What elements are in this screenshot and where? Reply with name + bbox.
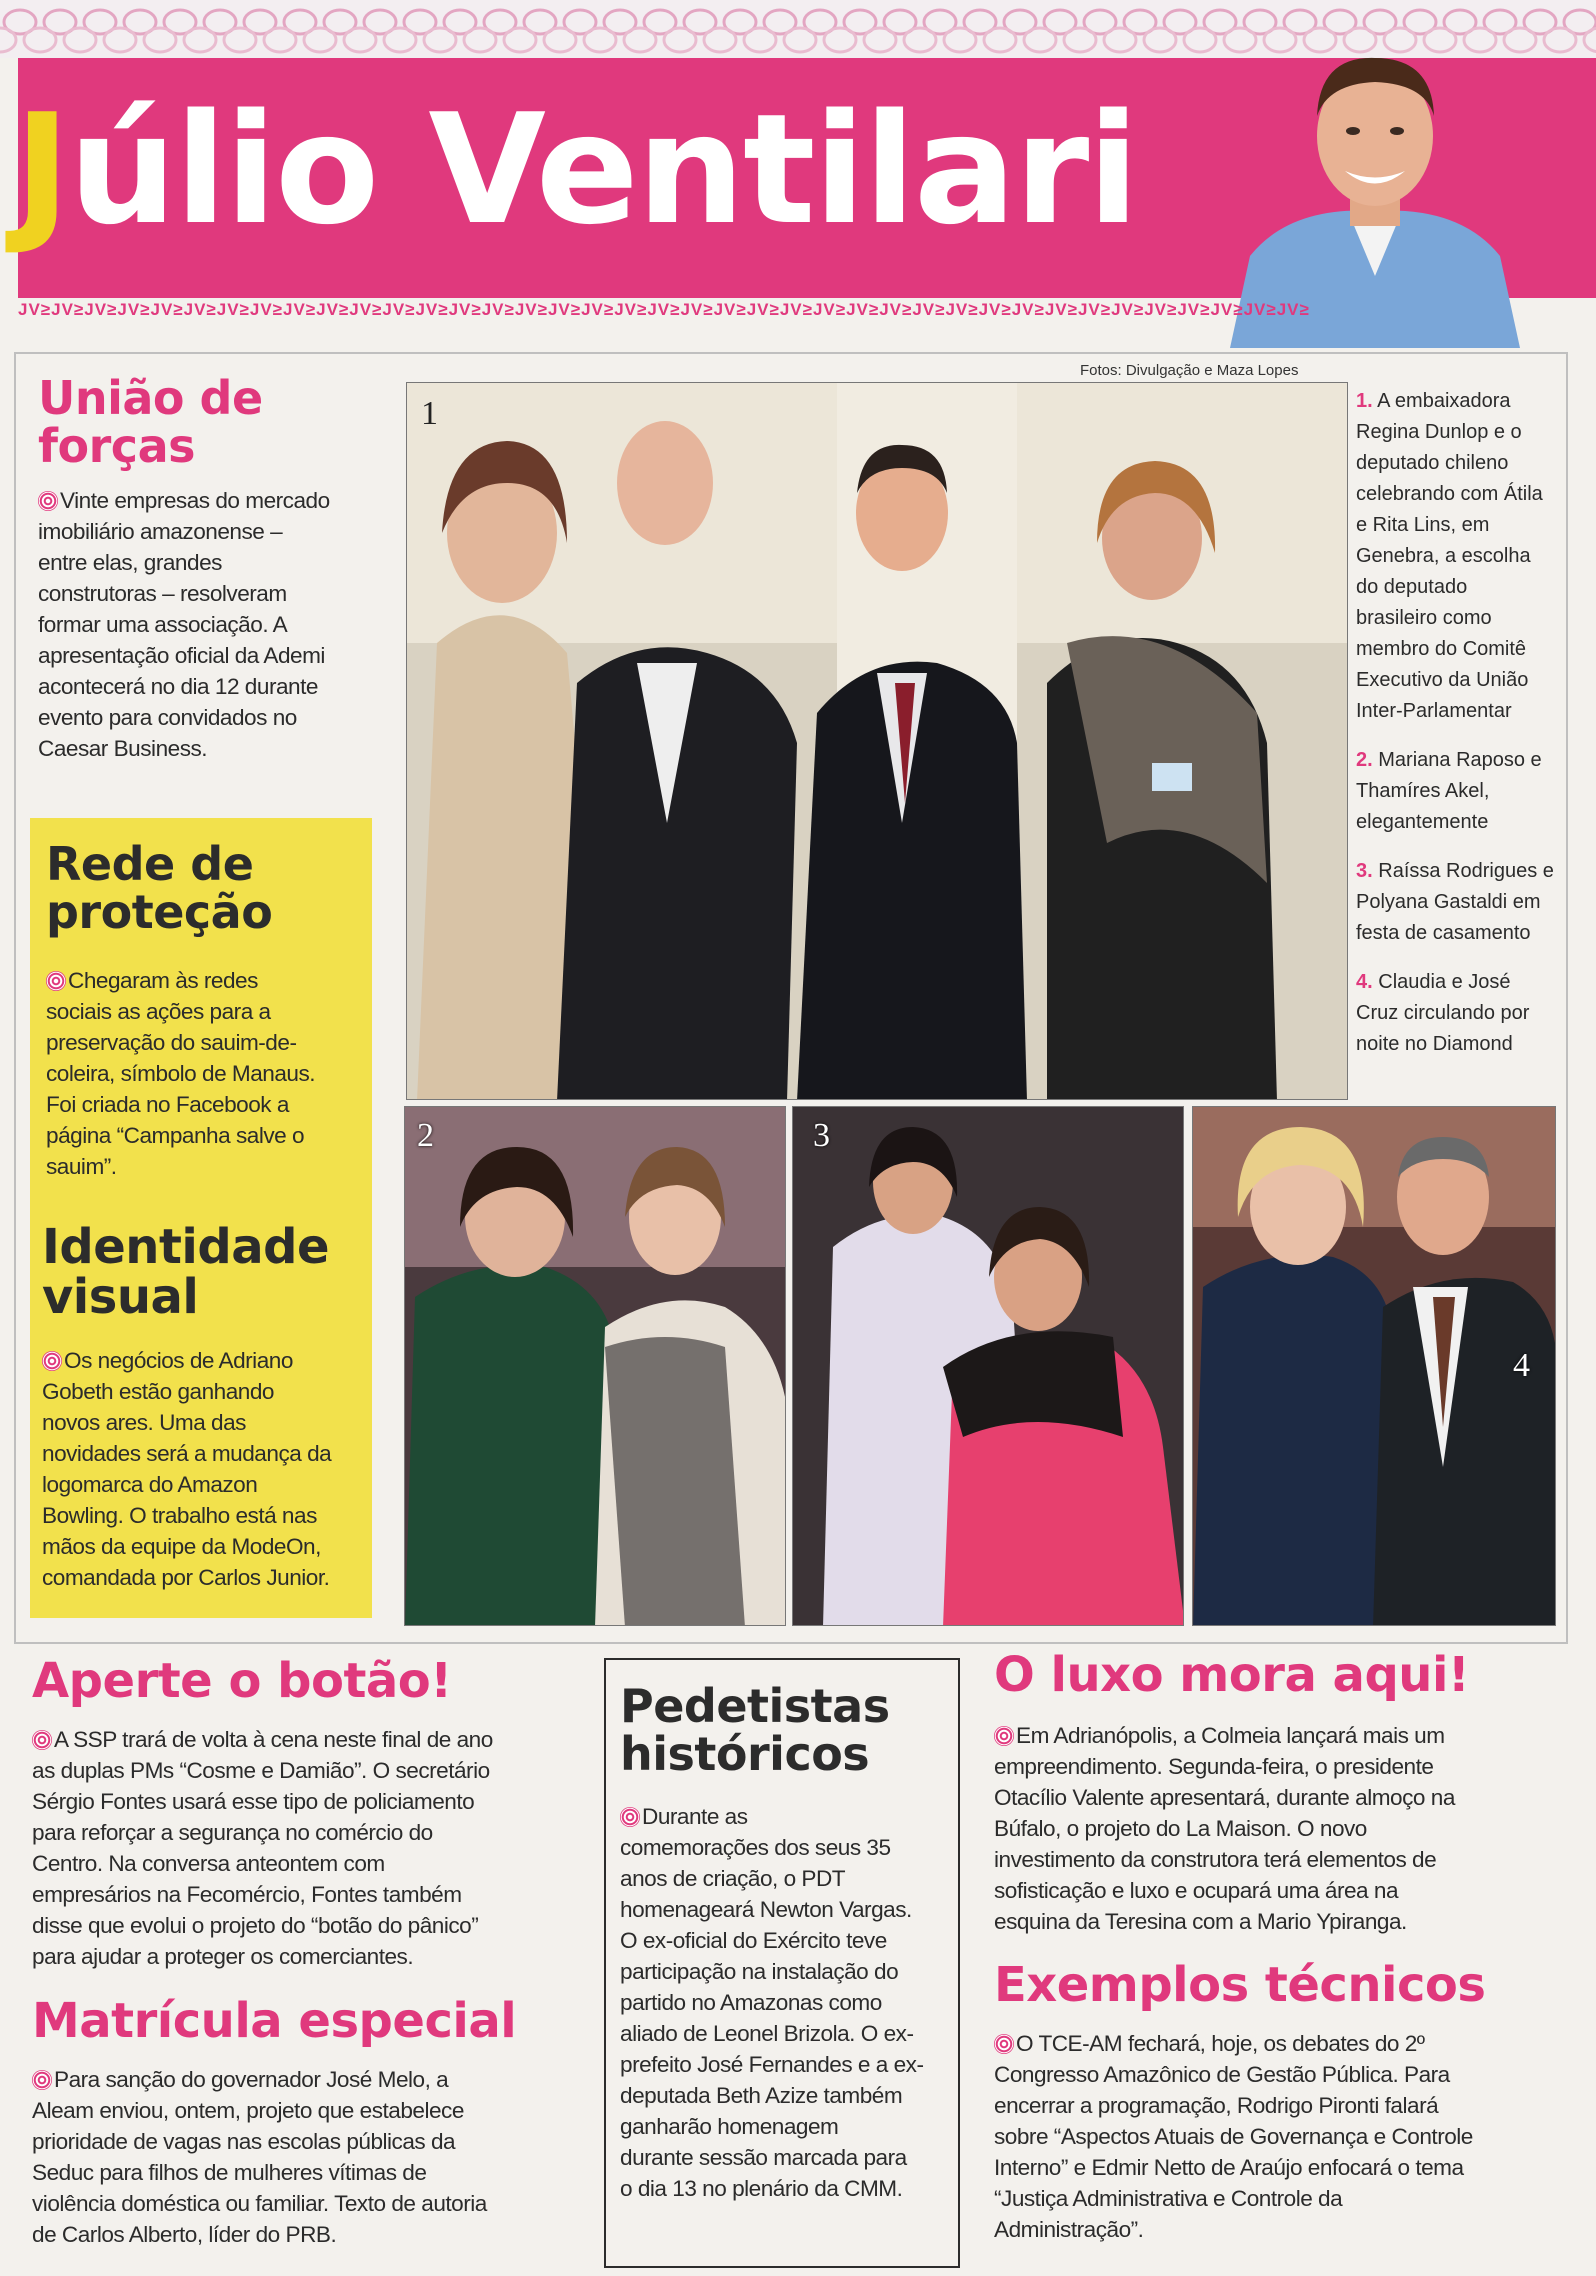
photo-captions [1356, 386, 1556, 1078]
article-body: Para sanção do governador José Melo, a Aleam enviou, ontem, projeto que estabelece prioridade de vagas nas escolas públicas da Seduc para filhos de mulheres vítimas de violência doméstica ou familiar. Texto de autoria de Carlos Alberto, líder do PRB. [32, 2067, 487, 2248]
article-body: O TCE-AM fechará, hoje, os debates do 2º Congresso Amazônico de Gestão Pública. Para encerrar a programação, Rodrigo Pironti falará sobre “Aspectos Atuais de Governança e Controle Interno” e Edmir Netto de Araújo enfocará o tema “Justiça Administrativa e Controle da Administração”. [994, 2031, 1473, 2243]
article-body: A SSP trará de volta à cena neste final de ano as duplas PMs “Cosme e Damião”. O secretário Sérgio Fontes usará esse tipo de policiamento para reforçar a segurança no comércio do Centro. Na conversa anteontem com empresários na Fecomércio, Fontes também disse que evolui o projeto do “botão do pânico” para ajudar a proteger os comerciantes. [32, 1727, 493, 1970]
couple-image [1193, 1107, 1556, 1626]
article-uniao [38, 371, 378, 764]
headline: O luxo mora aqui! [994, 1647, 1470, 1703]
bullet-icon [38, 491, 58, 511]
headline: Rede de proteção [46, 837, 273, 940]
photo-2 [404, 1106, 786, 1626]
bullet-icon [32, 1730, 52, 1750]
caption-2: 2. Mariana Raposo e Thamíres Akel, elegantemente [1356, 749, 1542, 833]
column-title [14, 81, 1138, 258]
article-exemplos [994, 1957, 1564, 2245]
caption-1: 1. A embaixadora Regina Dunlop e o deputado chileno celebrando com Átila e Rita Lins, em Genebra, a escolha do deputado brasileiro como membro do Comitê Executivo da União Inter-Parlamentar [1356, 390, 1543, 722]
bullet-icon [620, 1807, 640, 1827]
headline: Aperte o botão! [32, 1653, 452, 1709]
article-aperte [32, 1653, 592, 1972]
article-identidade [42, 1219, 372, 1593]
photo-number: 1 [421, 395, 438, 432]
headline: Pedetistas históricos [620, 1679, 890, 1782]
bullet-icon [46, 971, 66, 991]
article-body: Em Adrianópolis, a Colmeia lançará mais um empreendimento. Segunda-feira, o presidente Otacílio Valente apresentará, durante almoço na Búfalo, o projeto do La Maison. O novo investimento da construtora terá elementos de sofisticação e luxo e ocupará uma área na esquina da Teresina com a Mario Ypiranga. [994, 1723, 1455, 1935]
bullet-icon [32, 2070, 52, 2090]
bullet-icon [42, 1351, 62, 1371]
photo-number: 3 [813, 1117, 830, 1154]
photo-1 [406, 382, 1348, 1100]
photo-number: 4 [1513, 1347, 1530, 1384]
article-body: Vinte empresas do mercado imobiliário amazonense – entre elas, grandes construtoras – resolveram formar uma associação. A apresentação oficial da Ademi acontecerá no dia 12 durante evento para convidados no Caesar Business. [38, 487, 330, 761]
title-initial: J [14, 81, 69, 258]
article-body: Os negócios de Adriano Gobeth estão ganhando novos ares. Uma das novidades será a mudança da logomarca do Amazon Bowling. O trabalho está nas mãos da equipe da ModeOn, comandada por Carlos Junior. [42, 1347, 332, 1590]
caption-4: 4. Claudia e José Cruz circulando por noite no Diamond [1356, 971, 1530, 1055]
photo-4 [1192, 1106, 1556, 1626]
photo-credit: Fotos: Divulgação e Maza Lopes [1080, 362, 1299, 379]
article-body: Chegaram às redes sociais as ações para a preservação do sauim-de- coleira, símbolo de Manaus. Foi criada no Facebook a página “Campanha salve o sauim”. [46, 967, 316, 1179]
article-pedetistas [620, 1679, 950, 2204]
caption-3: 3. Raíssa Rodrigues e Polyana Gastaldi em festa de casamento [1356, 860, 1554, 944]
headline: Exemplos técnicos [994, 1957, 1486, 2013]
group-photo-image [407, 383, 1348, 1100]
headline: União de forças [38, 371, 263, 474]
title-rest: úlio Ventilari [68, 81, 1138, 258]
photo-number: 2 [417, 1117, 434, 1154]
photo-3 [792, 1106, 1184, 1626]
headline: Matrícula especial [32, 1993, 517, 2049]
bullet-icon [994, 2034, 1014, 2054]
bullet-icon [994, 1726, 1014, 1746]
headline: Identidade visual [42, 1219, 330, 1326]
article-luxo [994, 1647, 1564, 1937]
article-rede [46, 837, 366, 1182]
article-matricula [32, 1993, 592, 2250]
two-women-image [793, 1107, 1184, 1626]
article-body: Durante as comemorações dos seus 35 anos de criação, o PDT homenageará Newton Vargas. O ex-oficial do Exército teve participação na instalação do partido no Amazonas como aliado de Leonel Brizola. O ex- prefeito José Fernandes e a ex- deputada Beth Azize também ganharão homenagem durante sessão marcada para o dia 13 no plenário da CMM. [620, 1803, 924, 2201]
jv-strip: JV≥JV≥JV≥JV≥JV≥JV≥JV≥JV≥JV≥JV≥JV≥JV≥JV≥JV≥JV≥JV≥JV≥JV≥JV≥JV≥JV≥JV≥JV≥JV≥JV≥JV≥JV≥JV≥JV≥JV≥JV≥JV≥JV≥JV≥JV≥JV≥JV≥JV≥JV≥ [18, 300, 1310, 319]
two-women-image [405, 1107, 786, 1626]
